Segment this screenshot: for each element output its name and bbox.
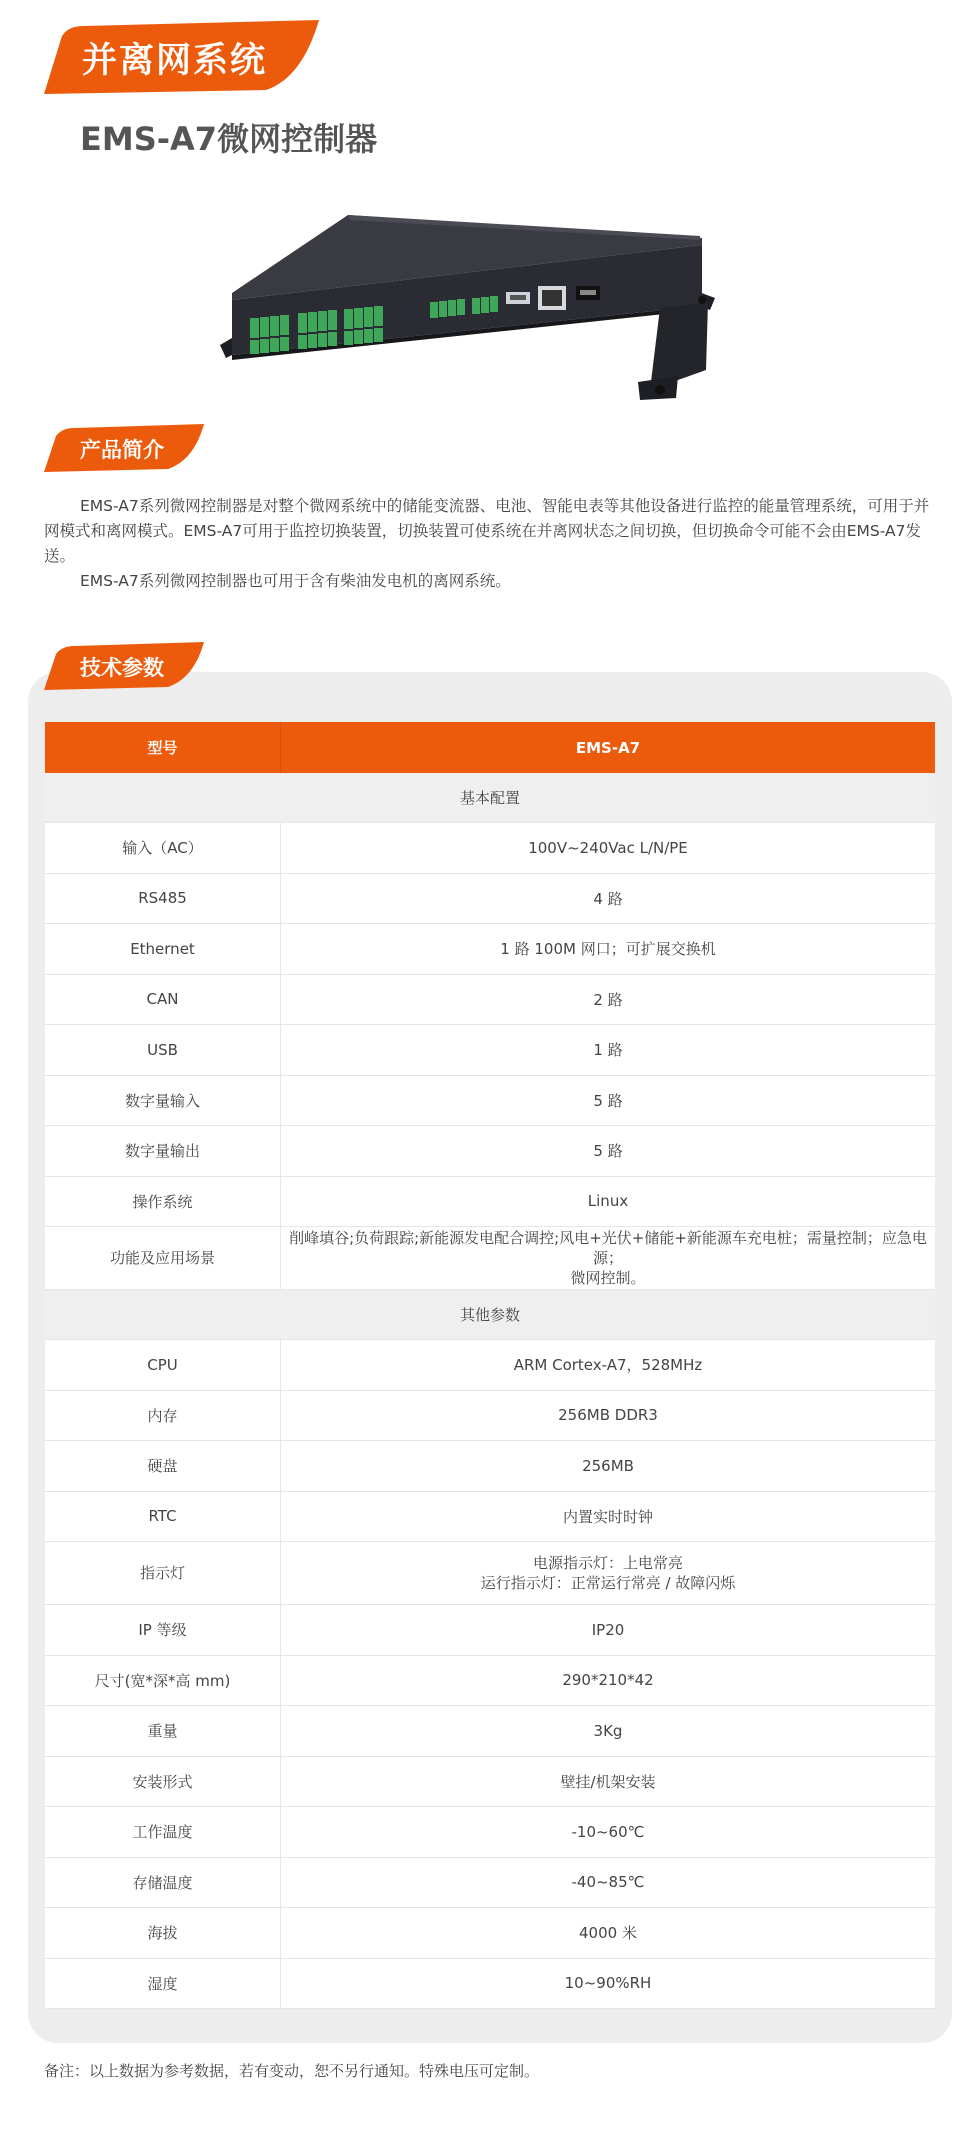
row-key: 工作温度 bbox=[45, 1807, 281, 1858]
row-value-line-2: 微网控制。 bbox=[570, 1269, 646, 1287]
footnote: 备注：以上数据为参考数据，若有变动，恕不另行通知。特殊电压可定制。 bbox=[44, 2062, 540, 2080]
table-row bbox=[45, 1025, 935, 1076]
row-value bbox=[281, 1542, 936, 1605]
row-value: -40~85℃ bbox=[281, 1857, 936, 1908]
spec-table bbox=[45, 722, 935, 2009]
row-value: 256MB bbox=[281, 1441, 936, 1492]
table-row bbox=[45, 873, 935, 924]
row-key: 尺寸(宽*深*高 mm) bbox=[45, 1655, 281, 1706]
row-value: 100V~240Vac L/N/PE bbox=[281, 823, 936, 874]
row-value: IP20 bbox=[281, 1605, 936, 1656]
row-value: 内置实时时钟 bbox=[281, 1491, 936, 1542]
table-header-row bbox=[45, 722, 935, 773]
row-value-line-1: 电源指示灯：上电常亮 bbox=[532, 1554, 683, 1572]
row-value: 1 路 bbox=[281, 1025, 936, 1076]
product-image bbox=[220, 210, 720, 414]
row-value: 4000 米 bbox=[281, 1908, 936, 1959]
row-value: 290*210*42 bbox=[281, 1655, 936, 1706]
table-row bbox=[45, 823, 935, 874]
row-key: 硬盘 bbox=[45, 1441, 281, 1492]
intro-tag-label: 产品简介 bbox=[80, 438, 164, 462]
intro-paragraph-1: EMS-A7系列微网控制器是对整个微网系统中的储能变流器、电池、智能电表等其他设备进行监控的能量管理系统，可用于并网模式和离网模式。EMS-A7可用于监控切换装置，切换装置可使系统在并离网状态之间切换，但切换命令可能不会由EMS-A7发送。 bbox=[44, 497, 930, 565]
row-value-line-2: 运行指示灯：正常运行常亮 / 故障闪烁 bbox=[480, 1574, 736, 1592]
table-row bbox=[45, 1390, 935, 1441]
intro-text bbox=[44, 494, 936, 594]
table-row bbox=[45, 1227, 935, 1290]
table-row bbox=[45, 1756, 935, 1807]
section-row-other bbox=[45, 1290, 935, 1340]
row-key: CPU bbox=[45, 1340, 281, 1391]
table-row bbox=[45, 1807, 935, 1858]
row-value-line-1: 削峰填谷;负荷跟踪;新能源发电配合调控;风电+光伏+储能+新能源车充电桩；需量控制；应急电源； bbox=[289, 1229, 927, 1267]
table-row bbox=[45, 1441, 935, 1492]
table-row bbox=[45, 974, 935, 1025]
row-value: ARM Cortex-A7，528MHz bbox=[281, 1340, 936, 1391]
row-value: 4 路 bbox=[281, 873, 936, 924]
row-key: 重量 bbox=[45, 1706, 281, 1757]
row-key: 数字量输出 bbox=[45, 1126, 281, 1177]
table-row bbox=[45, 1605, 935, 1656]
section-tag-main bbox=[44, 20, 319, 94]
row-key: Ethernet bbox=[45, 924, 281, 975]
row-value bbox=[281, 1227, 936, 1290]
intro-paragraph-2: EMS-A7系列微网控制器也可用于含有柴油发电机的离网系统。 bbox=[80, 572, 511, 590]
row-key: 安装形式 bbox=[45, 1756, 281, 1807]
row-key: RTC bbox=[45, 1491, 281, 1542]
table-row bbox=[45, 1176, 935, 1227]
table-row bbox=[45, 1706, 935, 1757]
row-value: 2 路 bbox=[281, 974, 936, 1025]
row-value: -10~60℃ bbox=[281, 1807, 936, 1858]
table-row bbox=[45, 1542, 935, 1605]
row-key: 内存 bbox=[45, 1390, 281, 1441]
table-row bbox=[45, 1857, 935, 1908]
main-tag-label: 并离网系统 bbox=[82, 41, 268, 81]
table-row bbox=[45, 1491, 935, 1542]
table-row bbox=[45, 1075, 935, 1126]
row-value: 壁挂/机架安装 bbox=[281, 1756, 936, 1807]
section-tag-tech bbox=[44, 642, 204, 690]
row-key: 海拔 bbox=[45, 1908, 281, 1959]
header-value: EMS-A7 bbox=[281, 722, 936, 773]
table-row bbox=[45, 1655, 935, 1706]
row-value: 1 路 100M 网口；可扩展交换机 bbox=[281, 924, 936, 975]
row-value: Linux bbox=[281, 1176, 936, 1227]
table-row bbox=[45, 1340, 935, 1391]
row-key: RS485 bbox=[45, 873, 281, 924]
table-row bbox=[45, 1958, 935, 2009]
tech-tag-label: 技术参数 bbox=[80, 656, 164, 680]
row-value: 10~90%RH bbox=[281, 1958, 936, 2009]
row-key: 操作系统 bbox=[45, 1176, 281, 1227]
row-key: USB bbox=[45, 1025, 281, 1076]
row-key: IP 等级 bbox=[45, 1605, 281, 1656]
section-tag-intro bbox=[44, 424, 204, 472]
row-value: 256MB DDR3 bbox=[281, 1390, 936, 1441]
product-title: EMS-A7微网控制器 bbox=[80, 120, 378, 158]
table-row bbox=[45, 1908, 935, 1959]
row-key: 功能及应用场景 bbox=[45, 1227, 281, 1290]
section-label-basic: 基本配置 bbox=[45, 773, 935, 823]
row-value: 5 路 bbox=[281, 1075, 936, 1126]
header-key: 型号 bbox=[45, 722, 281, 773]
row-key: 存储温度 bbox=[45, 1857, 281, 1908]
row-key: 数字量输入 bbox=[45, 1075, 281, 1126]
row-key: 湿度 bbox=[45, 1958, 281, 2009]
row-value: 3Kg bbox=[281, 1706, 936, 1757]
row-key: 指示灯 bbox=[45, 1542, 281, 1605]
row-key: 输入（AC） bbox=[45, 823, 281, 874]
section-row-basic bbox=[45, 773, 935, 823]
section-label-other: 其他参数 bbox=[45, 1290, 935, 1340]
row-value: 5 路 bbox=[281, 1126, 936, 1177]
row-key: CAN bbox=[45, 974, 281, 1025]
table-row bbox=[45, 924, 935, 975]
table-row bbox=[45, 1126, 935, 1177]
